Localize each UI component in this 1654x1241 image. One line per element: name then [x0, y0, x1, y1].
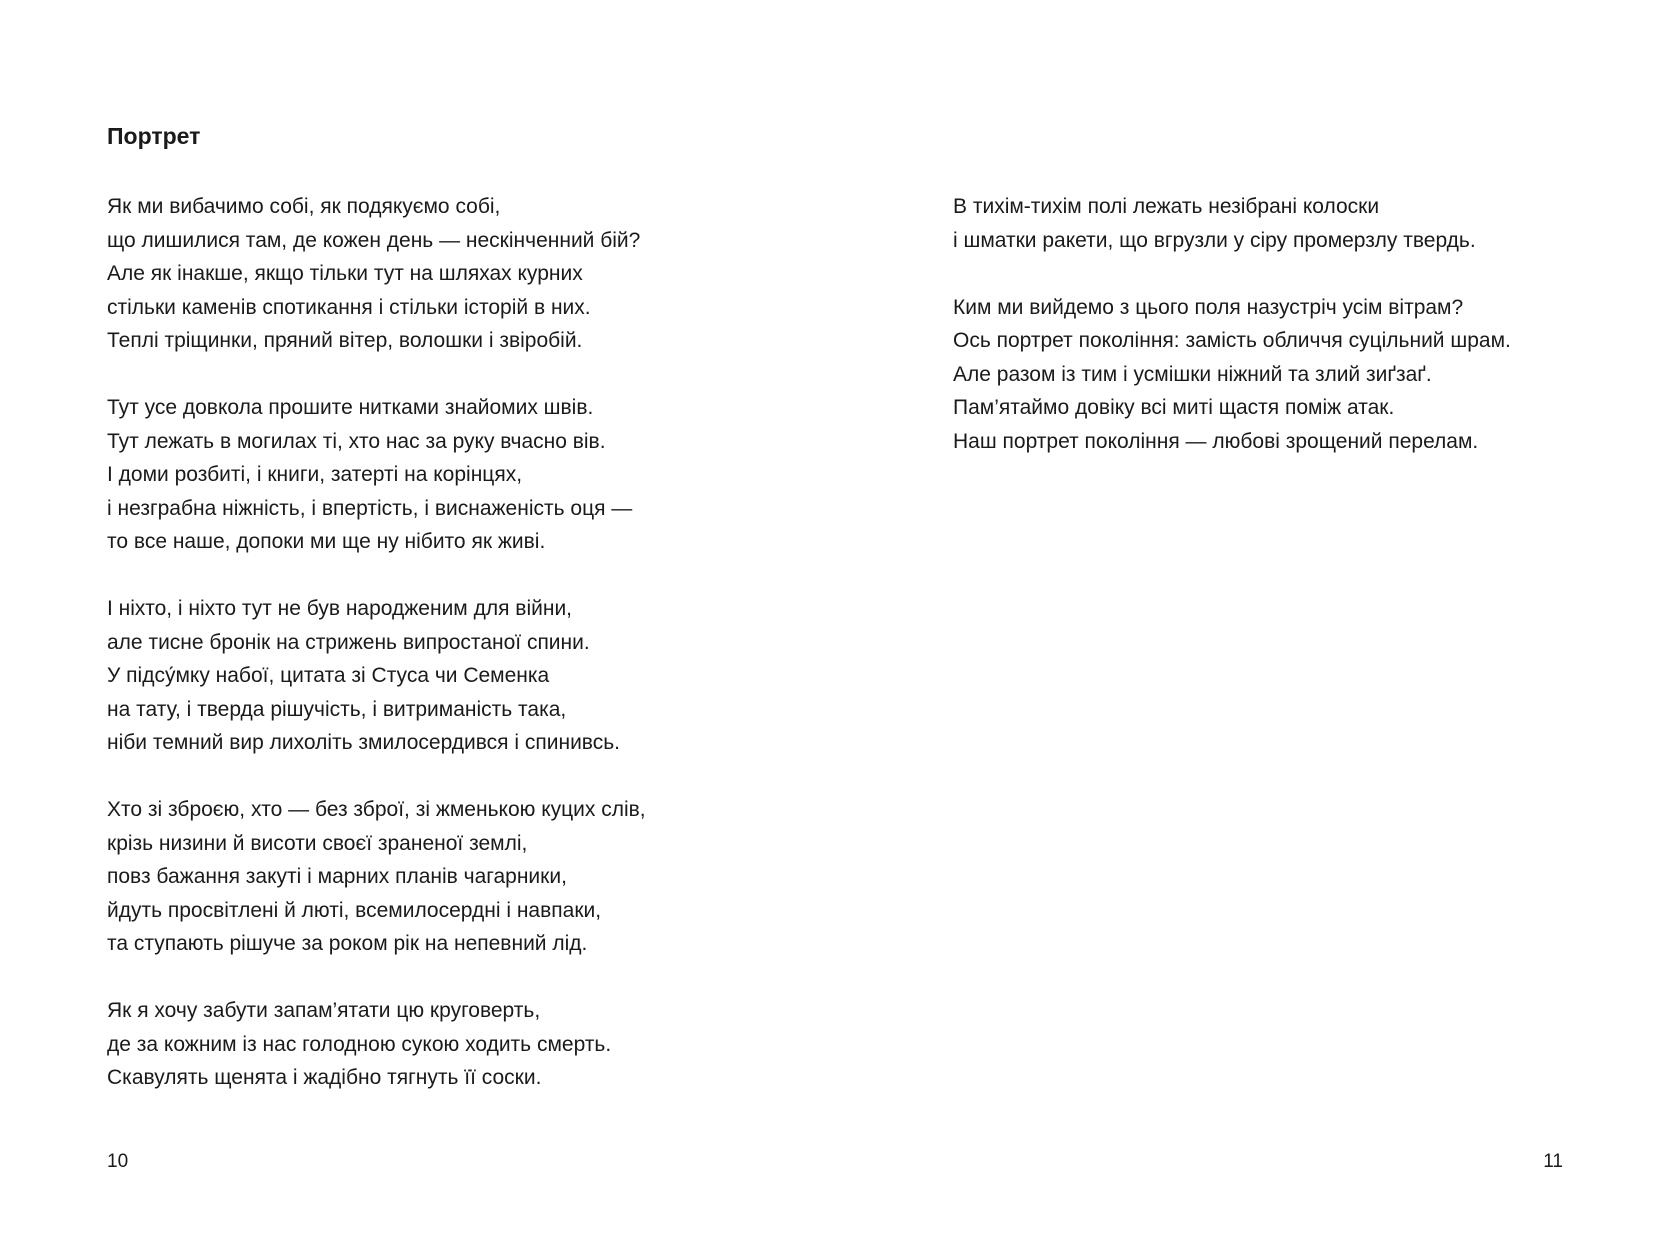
- poem-text-right: [953, 190, 1511, 458]
- poem-line: Ким ми вийдемо з цього поля назустріч усім вітрам?: [953, 295, 1464, 319]
- stanza: [107, 190, 646, 358]
- poem-line: але тисне бронік на стрижень випростаної спини.: [107, 630, 590, 654]
- poem-line: Скавулять щенята і жадібно тягнуть її соски.: [107, 1066, 542, 1089]
- poem-line: В тихім-тихім полі лежать незібрані колоски: [953, 195, 1380, 218]
- stanza: [107, 793, 646, 961]
- poem-line: Тут лежать в могилах ті, хто нас за руку вчасно вів.: [107, 429, 606, 453]
- poem-line: на тату, і тверда рішучість, і витриманість така,: [107, 697, 567, 721]
- page-number-left: 10: [107, 1151, 129, 1172]
- stanza: [953, 190, 1511, 257]
- poem-line: і шматки ракети, що вгрузли у сіру промерзлу твердь.: [953, 228, 1476, 252]
- poem-line: Як ми вибачимо собі, як подякуємо собі,: [107, 195, 501, 218]
- poem-line: Тут усе довкола прошите нитками знайомих швів.: [107, 396, 594, 419]
- poem-title: Портрет: [107, 123, 201, 149]
- poem-line: Пам’ятаймо довіку всі миті щастя поміж атак.: [953, 396, 1395, 419]
- poem-line: Наш портрет покоління — любові зрощений перелам.: [953, 429, 1479, 453]
- right-page: [827, 0, 1654, 1241]
- poem-line: де за кожним із нас голодною сукою ходить смерть.: [107, 1032, 612, 1056]
- page-number-right: 11: [1543, 1151, 1563, 1172]
- poem-text-left: [107, 190, 646, 1095]
- poem-line: Теплі тріщинки, пряний вітер, волошки і звіробій.: [107, 329, 583, 352]
- stanza: [953, 291, 1511, 459]
- poem-line: стільки каменів спотикання і стільки історій в них.: [107, 295, 591, 319]
- poem-line: йдуть просвітлені й люті, всемилосердні і навпаки,: [107, 898, 602, 922]
- poem-line: ніби темний вир лихоліть змилосердився і спинивсь.: [107, 731, 621, 754]
- stanza: [107, 391, 646, 559]
- poem-line: та ступають рішуче за роком рік на непевний лід.: [107, 932, 588, 955]
- poem-line: крізь низини й висоти своєї зраненої землі,: [107, 831, 528, 855]
- stanza: [107, 592, 646, 760]
- poem-line: І доми розбиті, і книги, затерті на корінцях,: [107, 463, 523, 486]
- poem-line: У підсу́мку набої, цитата зі Стуса чи Семенка: [107, 664, 550, 687]
- poem-line: і незграбна ніжність, і впертість, і виснаженість оця —: [107, 496, 633, 520]
- poem-line: Як я хочу забути запам’ятати цю круговерть,: [107, 999, 541, 1022]
- poem-line: І ніхто, і ніхто тут не був народженим для війни,: [107, 597, 573, 620]
- poem-line: Хто зі зброєю, хто — без зброї, зі жменькою куцих слів,: [107, 798, 646, 821]
- poem-line: що лишилися там, де кожен день — нескінченний бій?: [107, 228, 641, 252]
- poem-line: повз бажання закуті і марних планів чагарники,: [107, 865, 567, 888]
- poem-line: Ось портрет покоління: замість обличчя суцільний шрам.: [953, 329, 1511, 352]
- poem-line: Але разом із тим і усмішки ніжний та злий зиґзаґ.: [953, 362, 1432, 386]
- stanza: [107, 994, 646, 1095]
- poem-line: то все наше, допоки ми ще ну нібито як живі.: [107, 530, 546, 553]
- poem-line: Але як інакше, якщо тільки тут на шляхах курних: [107, 262, 583, 285]
